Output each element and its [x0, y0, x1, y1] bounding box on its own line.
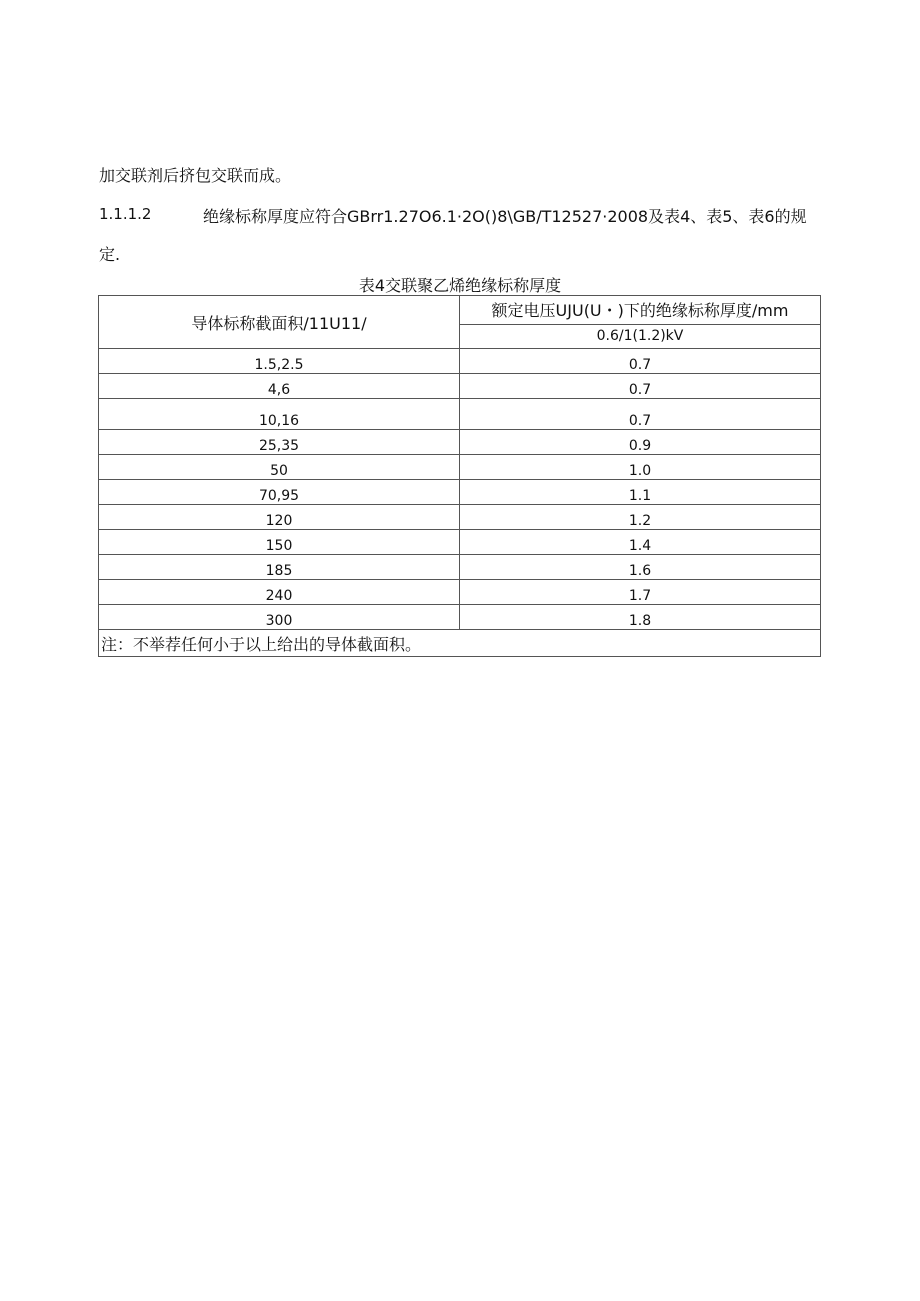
table-note: 注：不举荐任何小于以上给出的导体截面积。: [99, 630, 821, 657]
area-cell: 70,95: [99, 480, 460, 505]
table-row: [99, 455, 821, 480]
thickness-cell: 0.7: [460, 374, 821, 399]
section-text: 绝缘标称厚度应符合GBrr1.27O6.1·2O()8\GB/T12527·2008及表4、表5、表6的规: [203, 207, 807, 226]
table-row: [99, 605, 821, 630]
thickness-cell: 1.2: [460, 505, 821, 530]
area-cell: 10,16: [99, 399, 460, 430]
area-cell: 120: [99, 505, 460, 530]
thickness-cell: 1.8: [460, 605, 821, 630]
thickness-cell: 0.9: [460, 430, 821, 455]
table-row: [99, 580, 821, 605]
table-row: [99, 349, 821, 374]
section-text-continuation: 定.: [99, 245, 121, 264]
area-cell: 4,6: [99, 374, 460, 399]
area-cell: 1.5,2.5: [99, 349, 460, 374]
thickness-cell: 1.0: [460, 455, 821, 480]
area-cell: 240: [99, 580, 460, 605]
area-cell: 300: [99, 605, 460, 630]
body-paragraph: 加交联剂后挤包交联而成。: [99, 166, 292, 185]
table-row: [99, 505, 821, 530]
insulation-thickness-table: [98, 295, 821, 657]
area-cell: 150: [99, 530, 460, 555]
thickness-cell: 0.7: [460, 349, 821, 374]
thickness-cell: 1.1: [460, 480, 821, 505]
thickness-cell: 1.4: [460, 530, 821, 555]
header-insulation-thickness: 额定电压UJU(U・)下的绝缘标称厚度∕mm: [460, 296, 821, 325]
table-row: [99, 374, 821, 399]
area-cell: 25,35: [99, 430, 460, 455]
section-number: 1.1.1.2: [99, 205, 152, 223]
area-cell: 50: [99, 455, 460, 480]
header-voltage-rating: 0.6/1(1.2)kV: [460, 324, 821, 348]
table-caption: 表4交联聚乙烯绝缘标称厚度: [358, 276, 562, 295]
table-row: [99, 555, 821, 580]
table-row: [99, 480, 821, 505]
header-conductor-area: 导体标称截面积∕11U11∕: [99, 296, 460, 349]
table-row: [99, 530, 821, 555]
thickness-cell: 0.7: [460, 399, 821, 430]
thickness-cell: 1.7: [460, 580, 821, 605]
table-row: [99, 399, 821, 430]
thickness-cell: 1.6: [460, 555, 821, 580]
table-row: [99, 430, 821, 455]
area-cell: 185: [99, 555, 460, 580]
